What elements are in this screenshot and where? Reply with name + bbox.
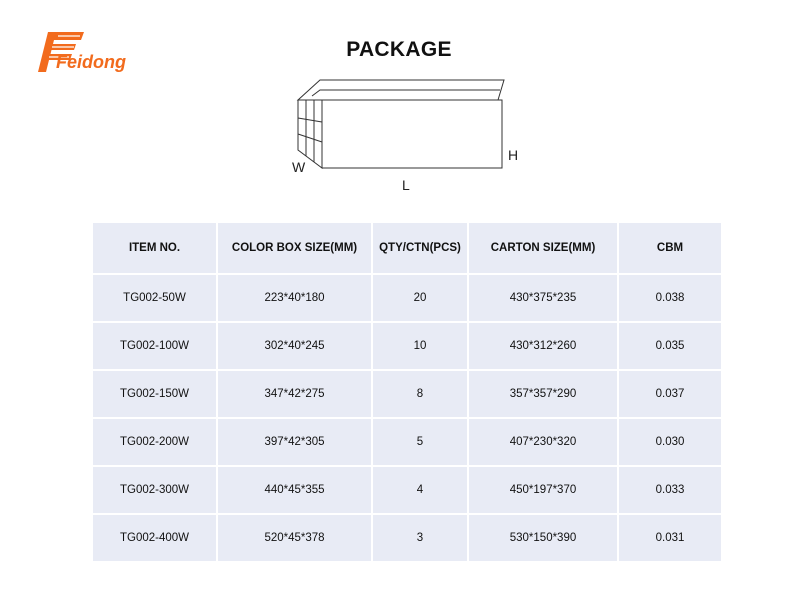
cell-cbm: 0.038: [618, 274, 722, 322]
cell-cbm: 0.035: [618, 322, 722, 370]
cell-color-box-size: 440*45*355: [217, 466, 372, 514]
cell-color-box-size: 223*40*180: [217, 274, 372, 322]
cell-item-no: TG002-400W: [92, 514, 217, 562]
cell-color-box-size: 302*40*245: [217, 322, 372, 370]
table-row: [92, 418, 722, 466]
logo-wordmark: Feidong: [56, 52, 126, 72]
cell-color-box-size: 520*45*378: [217, 514, 372, 562]
cell-qty: 10: [372, 322, 468, 370]
length-label: L: [402, 177, 410, 192]
width-label: W: [292, 159, 306, 175]
cell-cbm: 0.030: [618, 418, 722, 466]
cell-carton-size: 450*197*370: [468, 466, 618, 514]
cell-cbm: 0.037: [618, 370, 722, 418]
cell-qty: 4: [372, 466, 468, 514]
cell-carton-size: 530*150*390: [468, 514, 618, 562]
cell-item-no: TG002-100W: [92, 322, 217, 370]
cell-item-no: TG002-300W: [92, 466, 217, 514]
cell-carton-size: 430*312*260: [468, 322, 618, 370]
cell-item-no: TG002-200W: [92, 418, 217, 466]
carton-box-drawing: [286, 74, 526, 192]
table-row: [92, 274, 722, 322]
header-qty-ctn: QTY/CTN(PCS): [372, 222, 468, 274]
cell-cbm: 0.031: [618, 514, 722, 562]
package-spec-table: [91, 221, 723, 563]
cell-qty: 20: [372, 274, 468, 322]
table-row: [92, 370, 722, 418]
cell-color-box-size: 397*42*305: [217, 418, 372, 466]
cell-carton-size: 357*357*290: [468, 370, 618, 418]
page-title: PACKAGE: [346, 38, 452, 61]
cell-carton-size: 407*230*320: [468, 418, 618, 466]
header-cbm: CBM: [618, 222, 722, 274]
table-row: [92, 514, 722, 562]
header-item-no: ITEM NO.: [92, 222, 217, 274]
table-row: [92, 322, 722, 370]
height-label: H: [508, 147, 519, 163]
cell-cbm: 0.033: [618, 466, 722, 514]
header-carton-size: CARTON SIZE(MM): [468, 222, 618, 274]
cell-item-no: TG002-150W: [92, 370, 217, 418]
carton-dimension-diagram: [286, 74, 526, 192]
cell-qty: 5: [372, 418, 468, 466]
header-color-box-size: COLOR BOX SIZE(MM): [217, 222, 372, 274]
cell-qty: 8: [372, 370, 468, 418]
cell-qty: 3: [372, 514, 468, 562]
cell-item-no: TG002-50W: [92, 274, 217, 322]
cell-color-box-size: 347*42*275: [217, 370, 372, 418]
cell-carton-size: 430*375*235: [468, 274, 618, 322]
table-header-row: [92, 222, 722, 274]
table-row: [92, 466, 722, 514]
